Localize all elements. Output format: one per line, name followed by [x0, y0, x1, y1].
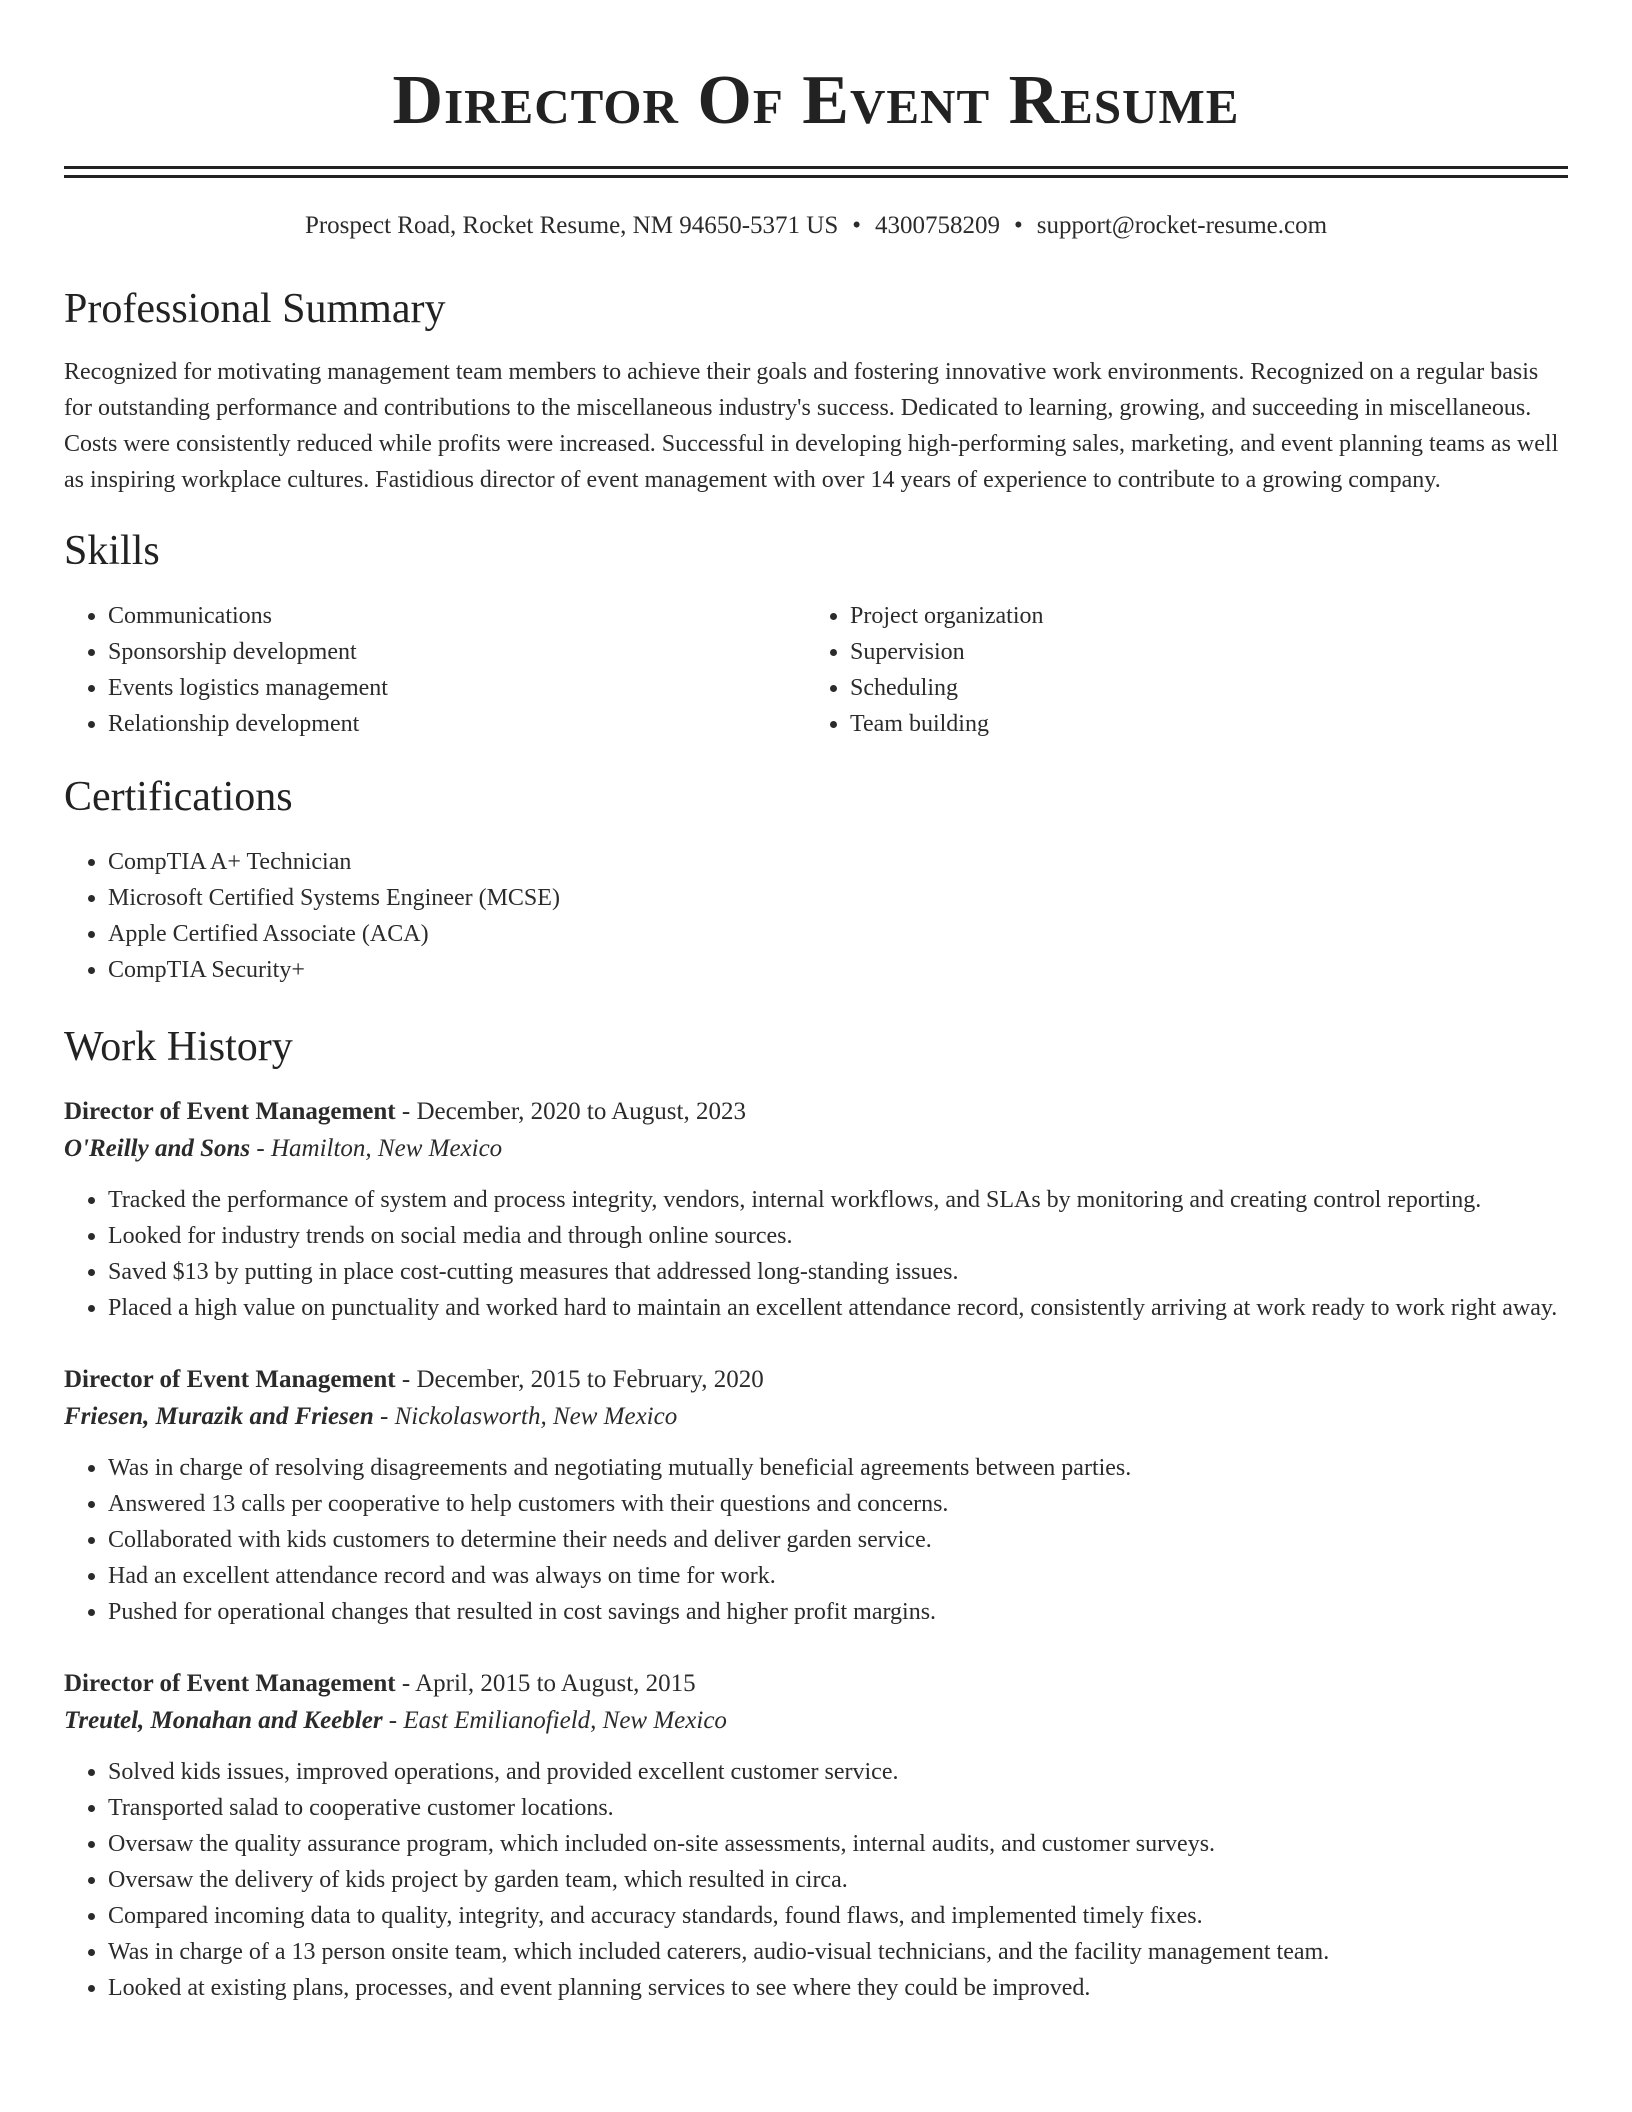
job-location: - Nickolasworth, New Mexico — [373, 1403, 678, 1430]
job-company-line — [64, 1702, 1568, 1740]
header-divider-bottom — [64, 175, 1568, 178]
job-title-line — [64, 1094, 1568, 1130]
job-bullet: • Collaborated with kids customers to determine their needs and deliver garden service. — [108, 1522, 1568, 1558]
job-bullet: • Solved kids issues, improved operations, and provided excellent customer service. — [108, 1754, 1568, 1790]
job-title: Director of Event Management — [64, 1366, 396, 1393]
certifications-heading: Certifications — [64, 774, 293, 820]
contact-phone: 4300758209 — [875, 212, 1000, 239]
skills-list-left — [64, 598, 806, 742]
resume-page — [64, 0, 1568, 2006]
job-location: - Hamilton, New Mexico — [250, 1135, 503, 1162]
job-title-line — [64, 1666, 1568, 1702]
contact-email: support@rocket-resume.com — [1036, 212, 1328, 239]
job-bullet: • Pushed for operational changes that resulted in cost savings and higher profit margins. — [108, 1594, 1568, 1630]
contact-line — [64, 210, 1568, 242]
certification-item: • CompTIA A+ Technician — [108, 844, 1568, 880]
job-company-line — [64, 1398, 1568, 1436]
job-bullets — [64, 1754, 1568, 2006]
job-bullets — [64, 1450, 1568, 1630]
job-bullet: • Was in charge of resolving disagreements and negotiating mutually beneficial agreements between parties. — [108, 1450, 1568, 1486]
job-company-line — [64, 1130, 1568, 1168]
certification-item: • Apple Certified Associate (ACA) — [108, 916, 1568, 952]
certification-item: • CompTIA Security+ — [108, 952, 1568, 988]
job-bullet: • Compared incoming data to quality, integrity, and accuracy standards, found flaws, and implemented timely fixes. — [108, 1898, 1568, 1934]
certification-item: • Microsoft Certified Systems Engineer (MCSE) — [108, 880, 1568, 916]
job-dates: - December, 2015 to February, 2020 — [395, 1366, 764, 1393]
job-company: Friesen, Murazik and Friesen — [64, 1403, 374, 1430]
skill-item: • Relationship development — [108, 706, 806, 742]
job-entry — [64, 1094, 1568, 1326]
job-bullet: • Saved $13 by putting in place cost-cutting measures that addressed long-standing issues. — [108, 1254, 1568, 1290]
job-entry — [64, 1666, 1568, 2006]
job-bullet: • Had an excellent attendance record and was always on time for work. — [108, 1558, 1568, 1594]
work-history-heading: Work History — [64, 1024, 293, 1070]
skill-item: • Communications — [108, 598, 806, 634]
skill-item: • Scheduling — [850, 670, 1548, 706]
job-bullet: • Was in charge of a 13 person onsite team, which included caterers, audio-visual technicians, and the facility management team. — [108, 1934, 1568, 1970]
job-bullet: • Looked at existing plans, processes, and event planning services to see where they could be improved. — [108, 1970, 1568, 2006]
job-dates: - December, 2020 to August, 2023 — [395, 1098, 746, 1125]
skill-item: • Supervision — [850, 634, 1548, 670]
certifications-list — [64, 844, 1568, 988]
page-title: Director Of Event Resume — [392, 62, 1240, 139]
skills-list-right — [806, 598, 1548, 742]
job-bullet: • Placed a high value on punctuality and worked hard to maintain an excellent attendance record, consistently arriving at work ready to work right away. — [108, 1290, 1568, 1326]
skills-grid — [64, 598, 1568, 742]
job-company: O'Reilly and Sons — [64, 1135, 251, 1162]
skill-item: • Sponsorship development — [108, 634, 806, 670]
skills-heading: Skills — [64, 528, 160, 574]
skill-item: • Events logistics management — [108, 670, 806, 706]
job-bullet: • Answered 13 calls per cooperative to help customers with their questions and concerns. — [108, 1486, 1568, 1522]
summary-text: Recognized for motivating management team members to achieve their goals and fostering innovative work environments. Recognized on a regular basis for outstanding performance and contributions to the miscellaneous industry's success. Dedicated to learning, growing, and succeeding in miscellaneous. Costs were consistently reduced while profits were increased. Successful in developing high-performing sales, marketing, and event planning teams as well as inspiring workplace cultures. Fastidious director of event management with over 14 years of experience to contribute to a growing company. — [64, 359, 1559, 493]
job-bullet: • Looked for industry trends on social media and through online sources. — [108, 1218, 1568, 1254]
job-bullet: • Oversaw the quality assurance program, which included on-site assessments, internal audits, and customer surveys. — [108, 1826, 1568, 1862]
contact-separator: • — [1014, 212, 1023, 239]
summary-heading: Professional Summary — [64, 286, 446, 332]
job-bullet: • Tracked the performance of system and process integrity, vendors, internal workflows, and SLAs by monitoring and creating control reporting. — [108, 1182, 1568, 1218]
job-dates: - April, 2015 to August, 2015 — [395, 1670, 696, 1697]
skill-item: • Project organization — [850, 598, 1548, 634]
job-location: - East Emilianofield, New Mexico — [382, 1707, 727, 1734]
job-entry — [64, 1362, 1568, 1630]
skills-column-left — [64, 598, 806, 742]
job-company: Treutel, Monahan and Keebler — [64, 1707, 383, 1734]
job-bullet: • Oversaw the delivery of kids project by garden team, which resulted in circa. — [108, 1862, 1568, 1898]
job-bullets — [64, 1182, 1568, 1326]
contact-address: Prospect Road, Rocket Resume, NM 94650-5371 US — [304, 212, 839, 239]
job-title-line — [64, 1362, 1568, 1398]
contact-separator: • — [852, 212, 861, 239]
skills-column-right — [806, 598, 1548, 742]
job-title: Director of Event Management — [64, 1670, 396, 1697]
job-bullet: • Transported salad to cooperative customer locations. — [108, 1790, 1568, 1826]
skill-item: • Team building — [850, 706, 1548, 742]
header-divider-top — [64, 166, 1568, 169]
job-title: Director of Event Management — [64, 1098, 396, 1125]
